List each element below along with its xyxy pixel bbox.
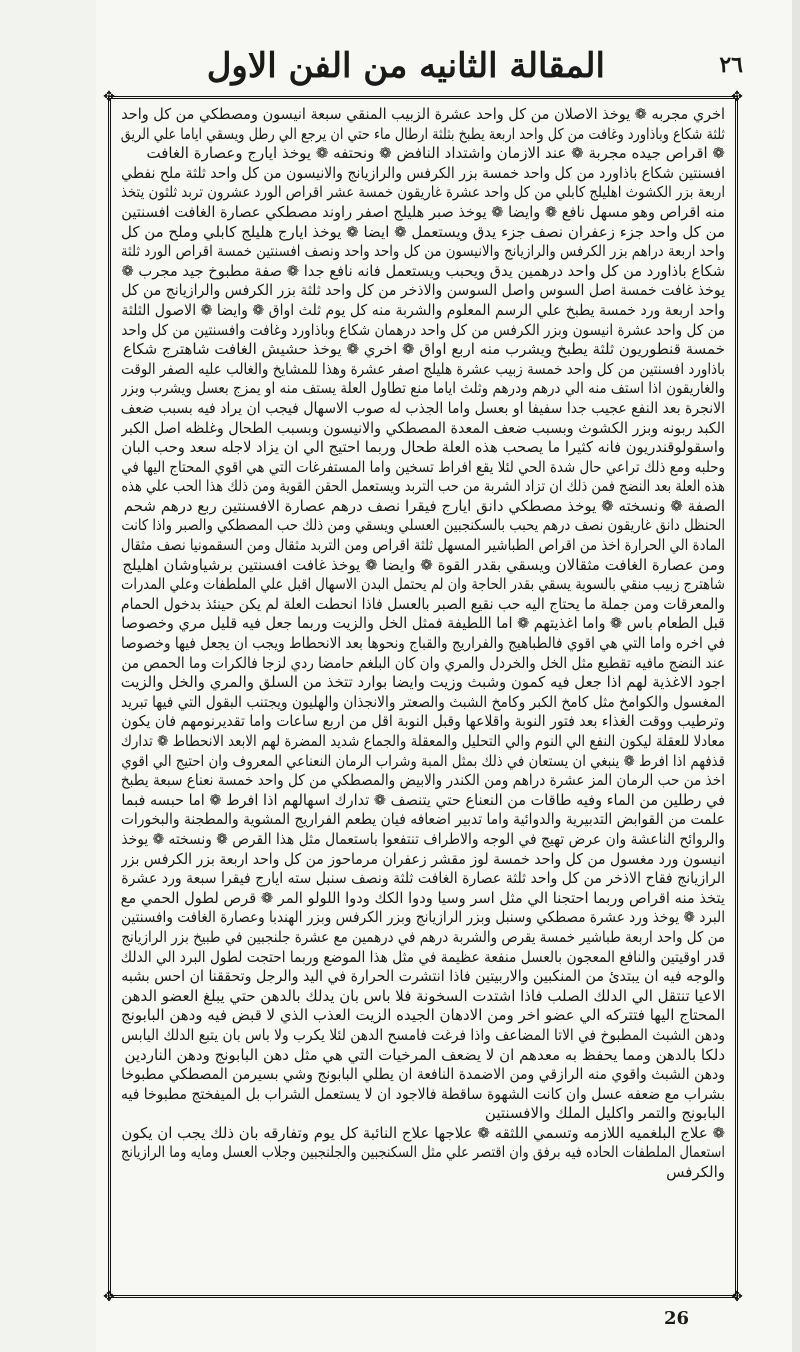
text-line: والغاريقون اذا استف منه الي درهم ودرهم وثلث اياما منع تطاول العلة يستف منه او يمزج بعسل ويشرب وبزر <box>121 379 725 398</box>
text-line: قبل الطعام باس ❁ واما اغذيتهم ❁ اما اللطيفة فمثل الخل والزيت وربما جعل فيه قليل مري وخصوصا <box>121 614 725 633</box>
text-line: يتخذ منه اقراص وربما احتجنا الي مثل اسر وسيا ودوا الكك ودوا اللولو المر ❁ قرص لطول الحمي مع <box>121 888 725 907</box>
text-line: اخري مجربه ❁ يوخذ الاصلان من كل واحد عشرة الزبيب المنقي سبعة انيسون ومصطكي من كل واحد <box>121 105 725 123</box>
text-line: الصفة ❁ ونسخته ❁ يوخذ مصطكي دانق ايارج فيقرا نصف درهم عصارة الافسنتين ربع درهم شحم <box>123 496 725 515</box>
text-line: والوجه فيه ان يبتدئ من المنكبين والاربيتين فاذا انتشرت الحرارة في اليد والرجل وتحققنا ان احس بشبه <box>121 967 725 986</box>
text-line: اجود الاغذية لهم اذا جعل فيه كمون وشبث وزيت وايضا بوارد تتخذ من السلق والمري والخل والزيت <box>121 673 725 692</box>
text-line: شكاع باذاورد من كل واحد درهمين يدق ويحبب ويستعمل فانه نافع جدا ❁ صفة مطبوخ جيد مجرب ❁ <box>121 261 725 280</box>
text-line: شاهترج زبيب منقي بالسوية يسقي بقدر الحاجة وان لم يحتمل البدن الاسهال اقبل علي الملطفات وعلي المدرات <box>121 575 725 594</box>
text-line: افسنتين شكاع باذاورد من كل واحد خمسة بزر الكرفس والرازيانج والانيسون من كل واحد ثلثة ملح نفطي <box>121 163 725 182</box>
text-line: المادة الي الحرارة اخذ من اقراص الطباشير المسهل ثلثة اقراص ومن التربد مثقال ومن السقمونيا نصف مثقال <box>121 536 725 555</box>
text-line: الحنظل دانق غاريقون نصف درهم يحبب بالسكنجبين العسلي ويسقي ومن ذلك حب المصطكي والصبر واذا كانت <box>121 516 725 535</box>
text-frame <box>103 89 743 1305</box>
text-line: الانجرة بعد النفع عجيب جدا سفيفا او بعسل واما الجذب له صوب الاسهال فيجب ان يراد فيه بسبب ضعف <box>121 398 725 417</box>
text-line: المغسول والكوامخ مثل كامخ الكبر وكامخ الشبث والصعتر والانجذان والهليون ويجتنب البقول التي فيها تبريد <box>121 692 725 711</box>
text-line: علمت من القوابض التدبيرية والدوائية واما تدبير اضعافه فيان يطعم الفراريج المشوية والمطجنة والبخورات <box>121 810 725 829</box>
text-line: يوخذ غافت خمسة اصل السوس واصل السوسن والاذخر من كل واحد ثلثة بزر الكرفس والرازيانج من كل <box>121 281 725 300</box>
text-line: ❁ اقراص جيده مجربة ❁ عند الازمان واشتداد النافض ❁ ونحتفه ❁ يوخذ ايارج وعصارة الغافت <box>146 144 725 163</box>
text-line: ❁ علاج البلغميه اللازمه وتسمي اللثقه ❁ علاجها علاج النائبة كل يوم وتفارقه بان ذلك يجب ان يكون <box>121 1123 725 1142</box>
text-line: البابونج والتمر واكليل الملك والافسنتين <box>484 1104 725 1123</box>
text-line: المحتاج اليها فتتركه الي عضو اخر ومن الادهان الجيده الزيت العذب الذي لا قبض فيه ودهن البابونج <box>121 1006 725 1025</box>
text-line: والكرفس <box>666 1163 725 1182</box>
text-line: باذاورد افسنتين من كل واحد خمسة زبيب عشرة هليلج اصفر عشرة وهذا للمشايخ والغالب عليه الصفر الوقت <box>121 359 725 378</box>
text-line: من كل واحد اربعة طباشير خمسة يقرص والشربة درهم في درهمين مع عشرة جلنجبين في طبيخ بزر الرازيانج <box>121 927 725 946</box>
corner-ornament-icon: ✥ <box>103 1289 115 1305</box>
text-line: ودهن الشبث المطبوخ في الاتا المضاعف واذا فرغت فامسح الدهن لئلا يكرب ولا باس بان يتبع الدلك اليابس <box>121 1025 725 1044</box>
text-line: البرد ❁ يوخذ ورد عشرة مصطكي وسنبل وبزر الرازيانج وبزر الكرفس وبزر الهندبا وعصارة الغافت وافسنتين <box>121 908 725 927</box>
text-line: انيسون ورد مغسول من كل واحد خمسة لوز مقشر زعفران مرماحوز من كل واحد اربعة بزر الكرفس بزر <box>121 849 725 868</box>
text-line: بشراب مع ضعفه عسل وان كانت الشهوة ساقطة فالاجود ان لا يستعمل الشراب بل الميفختج مطبوخا فيه <box>121 1084 725 1103</box>
text-line: ومن عصارة الغافت مثقالان ويسقي بقدر القوة ❁ وايضا ❁ يوخذ غافت افسنتين برشياوشان اهليلج <box>122 555 725 574</box>
text-line: اخذ من حب الرمان المز عشرة دراهم ومن الكندر والابيض والمصطكي من كل واحد خمسة نعناع سبعة يطبخ <box>121 771 725 790</box>
text-line: عند النضج مافيه تقطيع مثل الخل والخردل والمري وان كان البلغم حامضا ردي لزجا فالكرات وما الحمص من <box>121 653 725 672</box>
text-line: وترطيب ووقت الغذاء بعد فتور النوبة واقلاعها وقبل النوبة اقل من اربع ساعات واما تقديرنومهم فان يكون <box>121 712 725 731</box>
body-text <box>121 105 725 1289</box>
text-line: منه اقراص وهو مسهل نافع ❁ وايضا ❁ يوخذ صبر هليلج اصفر راوند مصطكي عصارة الغافت افسنتين <box>121 202 725 221</box>
text-line: واحد اربعة دراهم بزر الكرفس والرازيانج والانيسون من كل واحد واحد ونصف افسنتين خمسة اقراص الورد ثلثة <box>121 242 725 261</box>
text-line: قدر اوقيتين والنافع المعجون بالعسل منفعة عظيمة في مثل هذا الموضع وربما احتجت لطول البرد الي الدلك <box>121 947 725 966</box>
text-line: والروائح الناعشة وان عرض تهيج في الوجه والاطراف تنتفعوا باستعمال مثل هذا القرص ❁ ونسخته ❁ يوخذ <box>121 829 725 848</box>
chapter-title: المقالة الثانيه من الفن الاول <box>206 46 605 86</box>
text-line: قذفهم اذا افرط ❁ ينبغي ان يستعان في ذلك بمثل المبة وشراب الرمان النعناعي المعروف وان احتيج الي اقوي <box>121 751 725 770</box>
text-line: هذه العلة بعد النضج فمن ذلك ان تزاد الشربة من حب التربد ويستعمل الحقن القوية ومن ذلك هذا الحب علي هذه <box>121 477 725 496</box>
text-line: ثلثة شكاع وباذاورد وغافت من كل واحد اربعة يطبخ بثلثة ارطال ماء حتي ان يرجع الي رطل ويسقي اياما علي الريق <box>121 124 725 143</box>
text-line: وحلبه ومع ذلك تراعي حال شدة الحي لئلا يقع افراط تسخين واما المستفرغات التي هي اقوي المحتاج اليها في <box>121 457 725 476</box>
text-line: من كل واحد جزء زعفران نصف جزء يدق ويستعمل ❁ ايضا ❁ يوخذ ايارج هليلج كابلي وملح من كل <box>121 222 725 241</box>
text-line: ودهن الشبث واقوي منه الرازقي ومن الاضمدة النافعة ان يطلي البابونج وشي بسيرمن المصطكي مطبوخا <box>121 1065 725 1084</box>
corner-ornament-icon: ✥ <box>731 89 743 105</box>
page-margin-left <box>0 0 96 1352</box>
page-number-top: ٢٦ <box>719 52 743 78</box>
page-margin-right <box>792 0 800 1352</box>
text-line: معادلا للعقلة ليكون النفع الي النوم والي التحليل والمعقلة والجماع شديد المضرة لهم الابعد الانحطاط ❁ تدارك <box>121 732 725 750</box>
text-line: الاعيا تنتقل الي الدلك الصلب فاذا اشتدت السخونة فلا باس بان يدلك بالدهن حتي يبلغ العضو الدهن <box>121 986 725 1005</box>
text-line: خمسة قنطوريون ثلثة يطبخ ويشرب منه اربع اواق ❁ اخري ❁ يوخذ حشيش الغافت شاهترج شكاع <box>122 340 725 359</box>
text-line: الكبد ربونه وبزر الكشوث وبسبب ضعف المعدة المصطكي والانيسون وبسبب الطحال وغلظه اصل الكبر <box>121 418 725 437</box>
corner-ornament-icon: ✥ <box>731 1289 743 1305</box>
text-line: دلكا بالدهن ومما يحفظ به معدهم ان لا يضعف المرخيات التي هي مثل دهن البابونج ودهن الناردين <box>124 1045 725 1064</box>
text-line: من كل واحد عشرة انيسون وبزر الكرفس من كل واحد درهمان شكاع وباذاورد وغافت وافسنتين من كل واحد <box>121 320 725 339</box>
text-line: الرازيانج فقاح الاذخر من كل واحد ثلثة عصارة الغافت ثلثة ونصف سنبل سته ايارج فيقرا سبعة ورد عشرة <box>121 869 725 888</box>
page-number-bottom: 26 <box>664 1308 690 1329</box>
page-header <box>95 42 755 92</box>
text-line: استعمال الملطفات الحاده فيه برفق وان اقتصر علي مثل السكنجبين والجلنجبين وجلاب العسل ومايه وما الرازيانج <box>121 1143 725 1162</box>
text-line: في اخره واما التي هي اقوي فالطباهيج والفراريج والقباج ونحوها بعد الانحطاط ويجب ان يجعل فيها وخصوصا <box>121 634 725 653</box>
text-line: والمعرقات ومن جملة ما يحتاج اليه حب نقيع الصبر بالعسل فاذا انحطت العلة لم يكن حينئذ بدخول الحمام <box>121 594 725 613</box>
text-line: اربعة بزر الكشوث اهليلج كابلي من كل واحد عشرة غاريقون خمسة عشر اقراص الورد عشرون تربد ثلثون يتخذ <box>121 183 725 202</box>
corner-ornament-icon: ✥ <box>103 89 115 105</box>
text-line: في رطلين من الماء وفيه طاقات من النعناع حتي يتنصف ❁ تدارك اسهالهم اذا افرط ❁ اما حبسه فبما <box>121 790 725 809</box>
text-line: واسقولوقندريون فانه كثيرا ما يصحب هذه العلة طحال وربما احتيج الي ان يزاد لاجله سعد وحب البان <box>121 438 725 457</box>
text-line: واحد اربعة ورد خمسة يطبخ علي الرسم المعلوم والشربة منه كل يوم ثلث اواق ❁ وايضا ❁ الاصول الثلثة <box>121 300 725 319</box>
